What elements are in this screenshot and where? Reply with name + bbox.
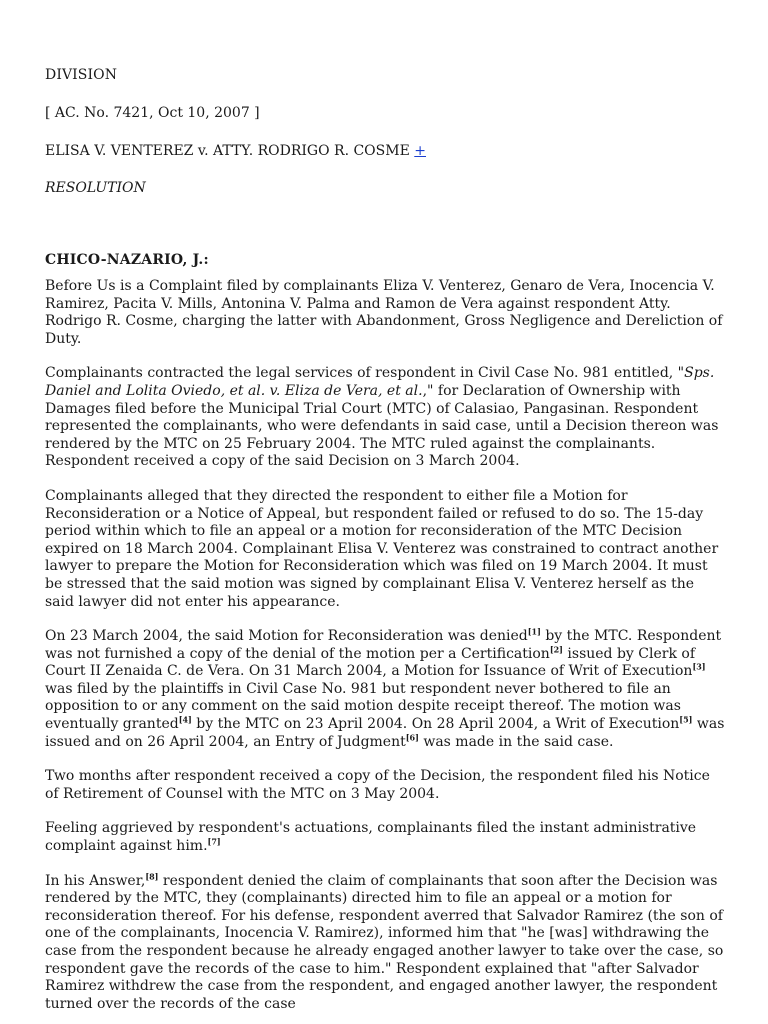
footnote-ref-4[interactable]: [4] — [178, 714, 192, 725]
footnote-ref-6[interactable]: [6] — [405, 732, 419, 742]
case-title — [45, 142, 426, 160]
paragraph-5: Two months after respondent received a copy of the Decision, the respondent filed his Notice of Retirement of Counsel with the MTC on 3 May 2004. — [45, 768, 710, 802]
paragraph-4-text-g: was made in the said case. — [418, 733, 614, 750]
division-heading: DIVISION — [45, 67, 118, 83]
paragraph-4-text-f: was issued and on 26 April 2004, an Entry of Judgment — [45, 716, 725, 750]
paragraph-2 — [45, 365, 725, 471]
paragraph-1: Before Us is a Complaint filed by complainants Eliza V. Venterez, Genaro de Vera, Inocencia V. Ramirez, Pacita V. Mills, Antonina V. Palma and Ramon de Vera against respondent Atty. Rodrigo R. Cosme, charging the latter with Abandonment, Gross Negligence and Dereliction of Duty. — [45, 278, 723, 347]
case-caption: Sps. Daniel and Lolita Oviedo, et al. v. Eliza de Vera, et al. — [45, 365, 715, 399]
case-title-text: ELISA V. VENTEREZ v. ATTY. RODRIGO R. COSME — [45, 143, 410, 159]
paragraph-2-text-a: Complainants contracted the legal services of respondent in Civil Case No. 981 entitled, " — [45, 365, 685, 382]
case-title-link[interactable]: + — [414, 143, 426, 159]
case-number: [ AC. No. 7421, Oct 10, 2007 ] — [45, 105, 260, 121]
footnote-ref-8[interactable]: [8] — [145, 870, 159, 881]
paragraph-6 — [45, 820, 725, 855]
paragraph-7-text-a: In his Answer, — [45, 872, 146, 889]
paragraph-4-text-d: was filed by the plaintiffs in Civil Case No. 981 but respondent never bothered to file an opposition to or any comment on the said motion despite receipt thereof. The motion was eventually granted — [45, 680, 681, 733]
footnote-ref-1[interactable]: [1] — [527, 626, 541, 637]
paragraph-7 — [45, 870, 725, 1014]
paragraph-4 — [45, 628, 725, 751]
paragraph-4-text-e: by the MTC on 23 April 2004. On 28 April 2004, a Writ of Execution — [191, 716, 680, 733]
paragraph-4-text-b: by the MTC. Respondent was not furnished a copy of the denial of the motion per a Certification — [45, 628, 722, 662]
resolution-heading: RESOLUTION — [45, 180, 146, 196]
footnote-ref-2[interactable]: [2] — [549, 644, 563, 655]
paragraph-3: Complainants alleged that they directed the respondent to either file a Motion for Reconsideration or a Notice of Appeal, but respondent failed or refused to do so. The 15-day period within which to file an appeal or a motion for reconsideration of the MTC Decision expired on 18 March 2004. Complainant Elisa V. Venterez was constrained to contract another lawyer to prepare the Motion for Reconsideration which was filed on 19 March 2004. It must be stressed that the said motion was signed by complainant Elisa V. Venterez herself as the said lawyer did not enter his appearance. — [45, 487, 719, 610]
footnote-ref-5[interactable]: [5] — [679, 714, 693, 725]
paragraph-2-text-b: ," for Declaration of Ownership with Damages filed before the Municipal Trial Court (MTC) of Calasiao, Pangasinan. Respondent represented the complainants, who were defendants in said case, until a Decision thereon was rendered by the MTC on 25 February 2004. The MTC ruled against the complainants. Respondent received a copy of the said Decision on 3 March 2004. — [45, 382, 719, 470]
paragraph-6-text-a: Feeling aggrieved by respondent's actuations, complainants filed the instant administrative complaint against him. — [45, 820, 697, 855]
footnote-ref-7[interactable]: [7] — [207, 836, 221, 847]
paragraph-4-text-c: issued by Clerk of Court II Zenaida C. de Vera. On 31 March 2004, a Motion for Issuance of Writ of Execution — [45, 645, 695, 680]
document-body — [45, 278, 725, 1024]
paragraph-4-text-a: On 23 March 2004, the said Motion for Reconsideration was denied — [45, 628, 528, 645]
footnote-ref-3[interactable]: [3] — [692, 661, 706, 672]
ponente-heading: CHICO-NAZARIO, J.: — [45, 252, 209, 268]
paragraph-7-text-b: respondent denied the claim of complainants that soon after the Decision was rendered by the MTC, they (complainants) directed him to file an appeal or a motion for reconsideration thereof. For his defense, respondent averred that Salvador Ramirez (the son of one of the complainants, Inocencia V. Ramirez), informed him that "he [was] withdrawing the case from the respondent because he already engaged another lawyer to take over the case, so respondent gave the records of the case to him." Respondent explained that "after Salvador Ramirez withdrew the case from the respondent, and engaged another lawyer, the respondent turned over the records of the case — [45, 872, 724, 1012]
